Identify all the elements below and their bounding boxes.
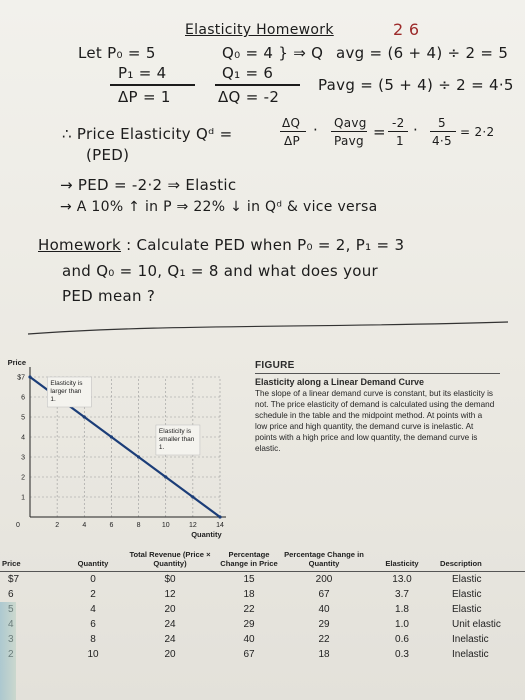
- demand-point: [164, 475, 167, 478]
- table-cell: 15: [243, 574, 255, 585]
- table-cell: 13.0: [392, 574, 412, 585]
- annotation-text: larger than: [50, 388, 82, 395]
- homework-heading-label: Homework: [38, 236, 121, 254]
- table-cell: 0.3: [395, 649, 409, 660]
- frac4-numerator: 5: [438, 116, 446, 130]
- table-row: [0, 572, 525, 588]
- frac4-bar: [430, 131, 456, 132]
- y-tick-label: 1: [21, 494, 25, 502]
- formula-dot-2: ·: [413, 121, 419, 139]
- frac1-bar: [280, 131, 306, 132]
- frac3-numerator: -2: [392, 116, 405, 130]
- x-tick-label: 0: [16, 522, 20, 529]
- table-cell: 1.0: [395, 619, 409, 630]
- given-q0: Q₀ = 4 } ⇒ Q: [222, 44, 324, 62]
- table-cell: 29: [243, 619, 255, 630]
- frac3-bar: [388, 131, 408, 132]
- demand-point: [191, 495, 194, 498]
- table-cell: 29: [318, 619, 330, 630]
- annotation-text: 1.: [50, 396, 56, 403]
- y-tick-label: 5: [21, 414, 25, 422]
- table-header-cell: Quantity: [62, 550, 124, 572]
- frac2-denominator: Pavg: [334, 134, 364, 148]
- formula-result: = 2·2: [460, 125, 495, 139]
- table-header-cell: Description: [438, 550, 525, 572]
- underline-p: [110, 84, 195, 86]
- table-cell: 200: [315, 574, 333, 585]
- homework-question-3: PED mean ?: [62, 287, 156, 305]
- ped-interpretation: → A 10% ↑ in P ⇒ 22% ↓ in Qᵈ & vice versa: [60, 199, 378, 215]
- frac3-denominator: 1: [396, 134, 404, 148]
- demand-point: [110, 435, 113, 438]
- table-body: [0, 572, 525, 663]
- table-cell: 22: [243, 604, 255, 615]
- table-header-cell: Percentage Change in Quantity: [282, 550, 366, 572]
- y-tick-label: 3: [21, 454, 25, 462]
- homework-heading: [38, 236, 404, 254]
- y-tick-label: 6: [21, 394, 25, 402]
- x-tick-label: 10: [161, 522, 170, 529]
- table-cell: 10: [87, 649, 99, 660]
- x-tick-label: 12: [188, 522, 197, 529]
- table-cell: 40: [243, 634, 255, 645]
- x-axis-label: Quantity: [191, 530, 222, 539]
- table-cell: 2: [90, 589, 96, 600]
- table-cell: Elastic: [452, 604, 482, 615]
- annotation-text: Elasticity is: [50, 380, 83, 387]
- p-average: Pavg = (5 + 4) ÷ 2 = 4·5: [318, 76, 514, 94]
- delta-p: ΔP = 1: [118, 88, 171, 106]
- x-tick-label: 4: [82, 522, 87, 529]
- table-cell: 18: [318, 649, 330, 660]
- table-cell: 18: [243, 589, 255, 600]
- annotation-text: 1.: [158, 444, 165, 451]
- table-cell: 40: [318, 604, 330, 615]
- table-header-cell: Total Revenue (Price × Quantity): [124, 550, 216, 572]
- table-cell: 24: [164, 634, 176, 645]
- homework-question-2: and Q₀ = 10, Q₁ = 8 and what does your: [62, 262, 379, 280]
- table-row: [0, 632, 525, 647]
- given-q1: Q₁ = 6: [222, 64, 274, 82]
- given-p1: P₁ = 4: [118, 64, 167, 82]
- table-cell: 1.8: [395, 604, 409, 615]
- table-cell: 20: [164, 604, 176, 615]
- y-tick-label: 4: [21, 434, 25, 442]
- demand-curve-chart: [2, 355, 247, 555]
- figure-caption: The slope of a linear demand curve is constant, but its elasticity is not. The price elasticity of demand is calculated using the demand schedule in the table and the midpoint method. At points with a low price and high quantity, the demand curve is inelastic. At points with a high price and low quantity, the demand curve is elastic.: [255, 389, 495, 453]
- table-cell: $7: [8, 574, 20, 585]
- figure-title: Elasticity along a Linear Demand Curve: [255, 377, 425, 387]
- figure-label: FIGURE: [255, 360, 295, 371]
- table-header-cell: Percentage Change in Price: [216, 550, 282, 572]
- table-cell: 20: [164, 649, 176, 660]
- frac1-denominator: ΔP: [284, 134, 301, 148]
- q-average: avg = (6 + 4) ÷ 2 = 5: [336, 44, 509, 62]
- table-cell: Unit elastic: [452, 619, 501, 630]
- table-cell: 22: [318, 634, 330, 645]
- homework-question: : Calculate PED when P₀ = 2, P₁ = 3: [121, 236, 405, 254]
- table-header-cell: Elasticity: [366, 550, 438, 572]
- formula-equals: =: [373, 123, 386, 141]
- table-cell: 67: [318, 589, 330, 600]
- figure-rule: [255, 373, 500, 374]
- table-cell: Inelastic: [452, 634, 489, 645]
- table-header-row: [0, 550, 525, 572]
- page-number: 2 6: [393, 20, 420, 39]
- ped-formula-label: ∴ Price Elasticity Qᵈ =: [62, 125, 233, 143]
- frac2-bar: [331, 131, 367, 132]
- table-header-cell: Price: [0, 550, 62, 572]
- table-cell: 67: [243, 649, 255, 660]
- table-cell: 0: [90, 574, 96, 585]
- table-cell: 3.7: [395, 589, 409, 600]
- demand-point: [28, 375, 31, 378]
- table-cell: 8: [90, 634, 96, 645]
- ped-abbrev: (PED): [86, 146, 130, 164]
- homework-title: Elasticity Homework: [185, 22, 334, 38]
- table-row: [0, 602, 525, 617]
- demand-point: [137, 455, 140, 458]
- table-cell: 24: [164, 619, 176, 630]
- x-tick-label: 8: [136, 522, 141, 529]
- table-row: [0, 647, 525, 662]
- table-row: [0, 587, 525, 602]
- table-cell: 12: [164, 589, 176, 600]
- frac4-denominator: 4·5: [432, 134, 452, 148]
- delta-q: ΔQ = -2: [218, 88, 280, 106]
- demand-point: [83, 415, 86, 418]
- table-cell: Elastic: [452, 574, 482, 585]
- table-row: [0, 617, 525, 632]
- demand-schedule-table: [0, 550, 525, 662]
- formula-dot: ·: [313, 121, 319, 139]
- y-axis-label: Price: [7, 358, 26, 367]
- table-cell: 6: [8, 589, 14, 600]
- table-cell: Inelastic: [452, 649, 489, 660]
- page-edge-shadow: [0, 602, 16, 700]
- table-cell: 4: [90, 604, 96, 615]
- y-tick-label: $7: [17, 374, 25, 382]
- x-tick-label: 2: [55, 522, 60, 529]
- table-cell: 6: [90, 619, 96, 630]
- annotation-text: smaller than: [158, 436, 195, 443]
- frac2-numerator: Qavg: [334, 116, 367, 130]
- demand-point: [218, 515, 221, 518]
- given-p0: Let P₀ = 5: [78, 44, 156, 62]
- underline-q: [215, 84, 300, 86]
- annotation-text: Elasticity is: [158, 428, 192, 435]
- ped-conclusion: → PED = -2·2 ⇒ Elastic: [60, 176, 237, 194]
- page-separator: [0, 318, 525, 348]
- y-tick-label: 2: [21, 474, 25, 482]
- x-tick-label: 6: [109, 522, 114, 529]
- table-cell: Elastic: [452, 589, 482, 600]
- table-cell: 0.6: [395, 634, 409, 645]
- table-cell: $0: [164, 574, 176, 585]
- frac1-numerator: ΔQ: [282, 116, 301, 130]
- x-tick-label: 14: [216, 522, 224, 529]
